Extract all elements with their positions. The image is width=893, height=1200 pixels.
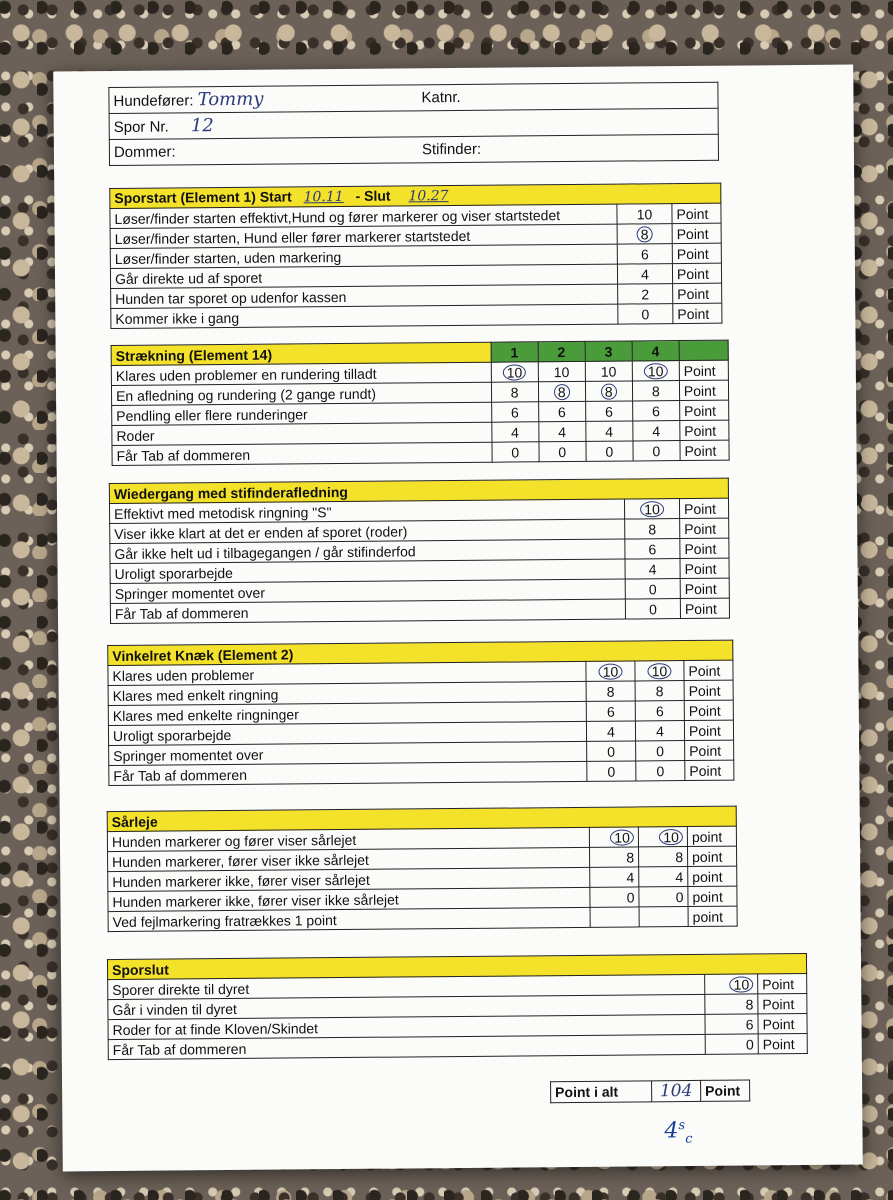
col-3: 3 bbox=[585, 341, 632, 361]
unit-label: point bbox=[692, 908, 724, 925]
end-time: 10.27 bbox=[408, 188, 449, 205]
score-value: 0 bbox=[558, 443, 567, 460]
unit-label: Point bbox=[676, 225, 709, 242]
row-label: Hunden markerer ikke, fører viser ikke sårlejet bbox=[112, 891, 399, 910]
total-label: Point i alt bbox=[551, 1081, 652, 1103]
col-4: 4 bbox=[632, 341, 679, 361]
score-value: 10 bbox=[636, 205, 653, 222]
unit-label: Point bbox=[677, 305, 710, 322]
row-label: Sporer direkte til dyret bbox=[112, 980, 250, 998]
slut-label: - Slut bbox=[355, 187, 391, 204]
unit-label: Point bbox=[762, 995, 795, 1012]
catno-label: Katnr. bbox=[417, 82, 718, 111]
section-straekning bbox=[111, 340, 730, 466]
score-value: 4 bbox=[558, 423, 567, 440]
unit-label: Point bbox=[676, 265, 709, 282]
score-value: 0 bbox=[607, 763, 616, 780]
score-value: 4 bbox=[648, 560, 657, 577]
row-label: Får Tab af dommeren bbox=[116, 446, 251, 464]
score-value: 8 bbox=[554, 384, 570, 400]
track-value: 12 bbox=[190, 115, 214, 137]
row-label: Klares med enkelte ringninger bbox=[112, 705, 299, 724]
unit-label: Point bbox=[677, 285, 710, 302]
score-value: 4 bbox=[652, 422, 661, 439]
row-label: Uroligt sporarbejde bbox=[114, 564, 233, 582]
row-label: Kommer ikke i gang bbox=[115, 309, 240, 327]
score-value: 0 bbox=[648, 600, 657, 617]
score-value: 8 bbox=[601, 383, 617, 399]
score-value: 0 bbox=[648, 580, 657, 597]
unit-label: point bbox=[692, 848, 723, 865]
row-label: Går direkte ud af sporet bbox=[114, 269, 263, 287]
unit-label: Point bbox=[684, 600, 717, 617]
unit-label: Point bbox=[689, 762, 722, 779]
unit-label: Point bbox=[684, 540, 717, 557]
score-value: 0 bbox=[652, 442, 661, 459]
row-label: Hunden tar sporet op udenfor kassen bbox=[115, 288, 347, 307]
score-value: 10 bbox=[659, 829, 683, 845]
score-sheet bbox=[53, 65, 863, 1172]
score-value: 6 bbox=[652, 402, 660, 419]
saarleje-title: Sårleje bbox=[107, 806, 736, 831]
total-value: 104 bbox=[652, 1080, 701, 1101]
start-time: 10.11 bbox=[303, 188, 344, 206]
score-value: 0 bbox=[605, 443, 614, 460]
score-value: 6 bbox=[640, 245, 649, 262]
table-row bbox=[109, 760, 734, 785]
unit-label: Point bbox=[676, 205, 709, 222]
score-value: 4 bbox=[626, 868, 635, 886]
row-label: Klares uden problemer bbox=[112, 666, 255, 684]
score-value: 0 bbox=[656, 762, 665, 779]
score-value: 8 bbox=[626, 848, 635, 866]
unit-label: Point bbox=[684, 442, 717, 459]
row-label: En afledning og rundering (2 gange rundt) bbox=[115, 385, 377, 404]
row-label: Viser ikke klart at det er enden af sporet (roder) bbox=[114, 522, 408, 542]
score-value: 8 bbox=[675, 848, 684, 865]
judge-label: Dommer: bbox=[109, 137, 418, 166]
sporstart-title: Sporstart (Element 1) Start bbox=[114, 188, 292, 206]
score-value: 6 bbox=[745, 1015, 754, 1033]
unit-label: Point bbox=[683, 402, 717, 419]
row-label: Får Tab af dommeren bbox=[112, 1040, 247, 1058]
unit-label: Point bbox=[689, 742, 722, 759]
initials-sub: c bbox=[685, 1131, 693, 1147]
score-value: 10 bbox=[553, 363, 570, 380]
score-value: 0 bbox=[656, 742, 665, 759]
score-value: 8 bbox=[648, 520, 657, 537]
score-value: 8 bbox=[745, 995, 754, 1013]
score-value: 10 bbox=[730, 976, 754, 992]
row-label: Får Tab af dommeren bbox=[114, 604, 249, 622]
table-row bbox=[110, 598, 729, 623]
row-label: Roder bbox=[116, 427, 155, 444]
unit-label: point bbox=[692, 868, 723, 885]
row-label: Hunden markerer ikke, fører viser sårlejet bbox=[112, 871, 370, 890]
col-2: 2 bbox=[538, 341, 585, 361]
row-label: Pendling eller flere runderinger bbox=[116, 405, 308, 424]
score-value: 10 bbox=[503, 364, 527, 380]
score-value: 8 bbox=[510, 383, 519, 401]
score-value: 4 bbox=[607, 723, 615, 740]
row-label: Klares uden problemer en rundering tilladt bbox=[115, 365, 377, 384]
row-label: Klares med enkelt ringning bbox=[112, 686, 279, 704]
score-value: 10 bbox=[599, 663, 623, 679]
score-value: 10 bbox=[610, 829, 634, 845]
row-label: Roder for at finde Kloven/Skindet bbox=[112, 1019, 319, 1038]
unit-label: Point bbox=[688, 682, 721, 699]
score-value: 0 bbox=[607, 743, 616, 760]
score-value: 10 bbox=[644, 363, 668, 379]
score-value: 6 bbox=[604, 403, 613, 420]
score-value: 4 bbox=[675, 868, 684, 885]
unit-label: Point bbox=[762, 975, 795, 992]
row-label: Løser/finder starten, uden markering bbox=[114, 248, 342, 267]
row-label: Springer momentet over bbox=[113, 746, 264, 764]
row-label: Løser/finder starten, Hund eller fører markerer startstedet bbox=[114, 227, 471, 247]
handler-value: Tommy bbox=[197, 88, 264, 111]
judge-initials bbox=[664, 1118, 692, 1147]
row-label: Ved fejlmarkering fratrækkes 1 point bbox=[112, 911, 337, 930]
unit-label: Point bbox=[688, 702, 721, 719]
score-value: 10 bbox=[640, 501, 664, 517]
unit-label: Point bbox=[684, 520, 717, 537]
unit-label: Point bbox=[688, 662, 721, 679]
col-1: 1 bbox=[491, 342, 538, 362]
initials-sup: s bbox=[678, 1118, 686, 1134]
score-value: 8 bbox=[655, 682, 664, 699]
section-sporslut bbox=[107, 953, 808, 1060]
score-value: 4 bbox=[656, 722, 664, 739]
section-wiedergang bbox=[109, 478, 730, 624]
score-value: 0 bbox=[745, 1035, 754, 1053]
score-value: 8 bbox=[606, 683, 615, 700]
handler-label: Hundefører: bbox=[113, 92, 194, 110]
unit-label: Point bbox=[762, 1035, 795, 1052]
unit-label: Point bbox=[684, 422, 717, 439]
straekning-title: Strækning (Element 14) bbox=[111, 342, 491, 365]
row-label: Springer momentet over bbox=[114, 584, 266, 602]
unit-label: point bbox=[692, 888, 723, 905]
info-table bbox=[108, 82, 719, 166]
score-value: 0 bbox=[511, 443, 520, 461]
score-value: 8 bbox=[651, 382, 660, 399]
section-saarleje bbox=[107, 806, 738, 932]
unit-label: Point bbox=[688, 722, 721, 739]
track-label: Spor Nr. bbox=[113, 118, 169, 136]
score-value: 4 bbox=[641, 265, 649, 282]
score-value: 6 bbox=[606, 703, 615, 720]
total-unit: Point bbox=[701, 1080, 750, 1101]
score-value: 4 bbox=[605, 423, 614, 440]
row-label: Går i vinden til dyret bbox=[112, 1000, 237, 1018]
score-value: 6 bbox=[557, 403, 566, 420]
unit-label: Point bbox=[683, 500, 717, 517]
unit-label: Point bbox=[762, 1015, 795, 1032]
score-value: 6 bbox=[648, 540, 657, 557]
section-sporstart bbox=[109, 183, 722, 329]
score-value: 4 bbox=[511, 423, 519, 441]
row-label: Får Tab af dommeren bbox=[113, 766, 248, 784]
row-label: Hunden markerer og fører viser sårlejet bbox=[111, 831, 357, 850]
score-value: 0 bbox=[675, 888, 684, 905]
score-value: 0 bbox=[641, 305, 650, 322]
unit-label: Point bbox=[684, 560, 717, 577]
table-row bbox=[112, 440, 729, 465]
unit-label: Point bbox=[683, 362, 716, 379]
pathfinder-label: Stifinder: bbox=[418, 134, 719, 163]
sporslut-title: Sporslut bbox=[107, 953, 806, 979]
initials-main: 4 bbox=[664, 1118, 679, 1144]
unit-label: Point bbox=[684, 580, 717, 597]
section-vinkelret bbox=[107, 640, 734, 786]
score-value: 2 bbox=[641, 285, 650, 302]
score-value: 6 bbox=[655, 702, 664, 719]
table-row bbox=[108, 906, 737, 931]
unit-label: Point bbox=[676, 245, 709, 262]
score-value: 10 bbox=[648, 663, 672, 679]
row-label: Uroligt sporarbejde bbox=[112, 726, 232, 744]
total-table bbox=[550, 1079, 750, 1103]
row-label: Effektivt med metodisk ringning "S" bbox=[114, 503, 332, 522]
row-label: Hunden markerer, fører viser ikke sårlejet bbox=[112, 851, 369, 870]
row-label: Løser/finder starten effektivt,Hund og fører markerer og viser startstedet bbox=[114, 206, 561, 227]
table-row bbox=[111, 303, 722, 328]
unit-label: Point bbox=[683, 382, 716, 399]
score-value: 0 bbox=[626, 888, 635, 906]
score-value: 8 bbox=[637, 226, 653, 242]
score-value: 6 bbox=[510, 403, 519, 421]
score-value: 10 bbox=[600, 363, 617, 380]
unit-label: point bbox=[691, 828, 723, 845]
vinkelret-title: Vinkelret Knæk (Element 2) bbox=[108, 640, 733, 665]
row-label: Går ikke helt ud i tilbagegangen / går stifinderfod bbox=[114, 542, 416, 562]
wiedergang-title: Wiedergang med stifinderafledning bbox=[109, 478, 728, 503]
